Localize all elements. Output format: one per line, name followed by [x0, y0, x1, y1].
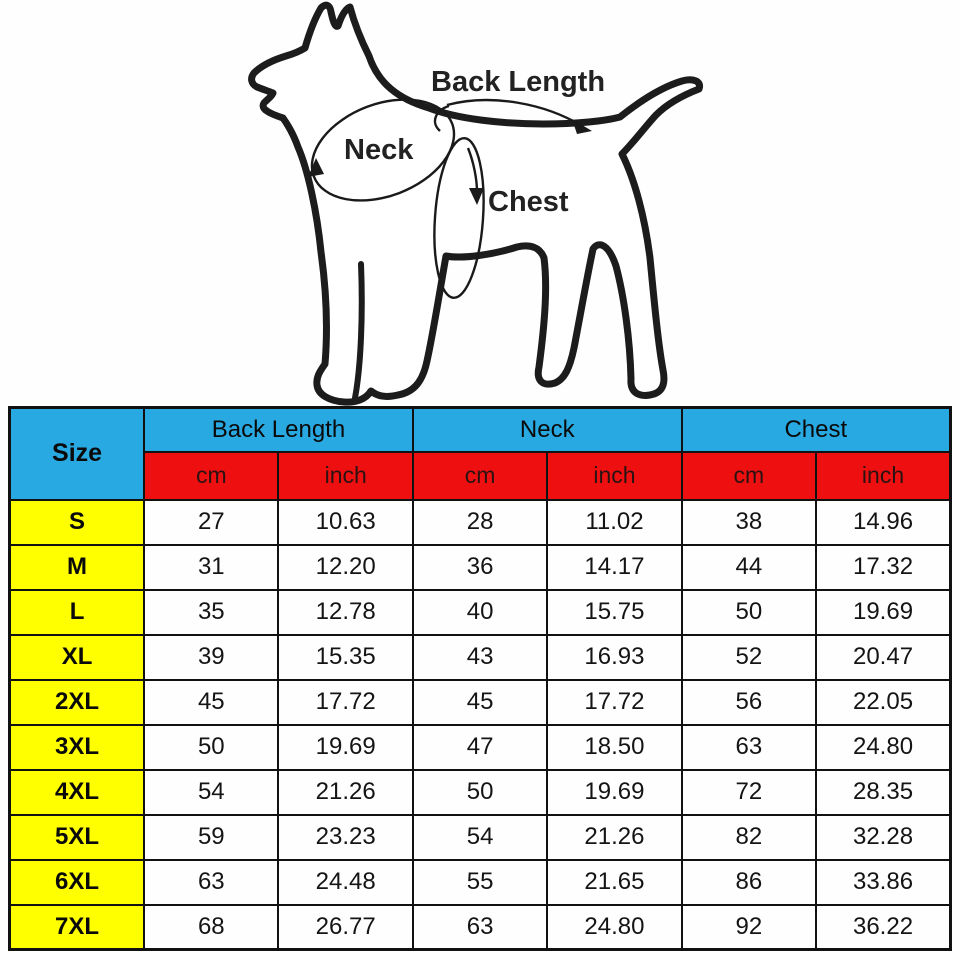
size-cell: 2XL — [10, 680, 145, 725]
table-row-2xl — [10, 680, 951, 725]
value-cell: 47 — [413, 725, 547, 770]
table-row-5xl — [10, 815, 951, 860]
value-cell: 20.47 — [816, 635, 950, 680]
value-cell: 39 — [144, 635, 278, 680]
value-cell: 26.77 — [278, 905, 412, 950]
value-cell: 92 — [682, 905, 816, 950]
value-cell: 43 — [413, 635, 547, 680]
unit-header-inch: inch — [816, 452, 950, 500]
unit-header-inch: inch — [547, 452, 681, 500]
unit-header-cm: cm — [413, 452, 547, 500]
value-cell: 45 — [144, 680, 278, 725]
value-cell: 55 — [413, 860, 547, 905]
value-cell: 45 — [413, 680, 547, 725]
value-cell: 50 — [682, 590, 816, 635]
group-header-row — [10, 408, 951, 452]
value-cell: 59 — [144, 815, 278, 860]
neck-label: Neck — [344, 134, 414, 166]
value-cell: 32.28 — [816, 815, 950, 860]
value-cell: 17.72 — [278, 680, 412, 725]
value-cell: 40 — [413, 590, 547, 635]
size-cell: 3XL — [10, 725, 145, 770]
value-cell: 10.63 — [278, 500, 412, 545]
value-cell: 14.96 — [816, 500, 950, 545]
value-cell: 82 — [682, 815, 816, 860]
value-cell: 12.78 — [278, 590, 412, 635]
group-header-back-length: Back Length — [144, 408, 413, 452]
unit-header-inch: inch — [278, 452, 412, 500]
value-cell: 52 — [682, 635, 816, 680]
value-cell: 54 — [413, 815, 547, 860]
table-row-7xl — [10, 905, 951, 950]
value-cell: 86 — [682, 860, 816, 905]
size-cell: L — [10, 590, 145, 635]
value-cell: 36.22 — [816, 905, 950, 950]
value-cell: 54 — [144, 770, 278, 815]
table-row-3xl — [10, 725, 951, 770]
value-cell: 15.75 — [547, 590, 681, 635]
value-cell: 23.23 — [278, 815, 412, 860]
size-chart-section — [0, 406, 960, 951]
table-row-4xl — [10, 770, 951, 815]
size-cell: 7XL — [10, 905, 145, 950]
value-cell: 12.20 — [278, 545, 412, 590]
table-row-6xl — [10, 860, 951, 905]
value-cell: 72 — [682, 770, 816, 815]
unit-header-row — [10, 452, 951, 500]
value-cell: 27 — [144, 500, 278, 545]
value-cell: 17.32 — [816, 545, 950, 590]
value-cell: 21.26 — [278, 770, 412, 815]
unit-header-cm: cm — [682, 452, 816, 500]
value-cell: 17.72 — [547, 680, 681, 725]
value-cell: 22.05 — [816, 680, 950, 725]
value-cell: 19.69 — [547, 770, 681, 815]
value-cell: 14.17 — [547, 545, 681, 590]
value-cell: 68 — [144, 905, 278, 950]
value-cell: 15.35 — [278, 635, 412, 680]
size-cell: 6XL — [10, 860, 145, 905]
unit-header-cm: cm — [144, 452, 278, 500]
table-row-xl — [10, 635, 951, 680]
size-cell: 5XL — [10, 815, 145, 860]
value-cell: 19.69 — [816, 590, 950, 635]
value-cell: 33.86 — [816, 860, 950, 905]
value-cell: 28.35 — [816, 770, 950, 815]
value-cell: 44 — [682, 545, 816, 590]
table-row-s — [10, 500, 951, 545]
size-cell: M — [10, 545, 145, 590]
group-header-chest: Chest — [682, 408, 951, 452]
dog-measurement-diagram — [0, 0, 960, 406]
value-cell: 36 — [413, 545, 547, 590]
value-cell: 11.02 — [547, 500, 681, 545]
value-cell: 21.26 — [547, 815, 681, 860]
value-cell: 38 — [682, 500, 816, 545]
value-cell: 35 — [144, 590, 278, 635]
value-cell: 18.50 — [547, 725, 681, 770]
table-row-m — [10, 545, 951, 590]
chest-label: Chest — [488, 186, 569, 218]
size-cell: XL — [10, 635, 145, 680]
value-cell: 24.80 — [547, 905, 681, 950]
value-cell: 24.48 — [278, 860, 412, 905]
value-cell: 50 — [144, 725, 278, 770]
back-length-label: Back Length — [431, 66, 606, 98]
value-cell: 16.93 — [547, 635, 681, 680]
size-cell: S — [10, 500, 145, 545]
value-cell: 56 — [682, 680, 816, 725]
value-cell: 63 — [144, 860, 278, 905]
size-chart-table — [8, 406, 952, 951]
value-cell: 63 — [413, 905, 547, 950]
table-row-l — [10, 590, 951, 635]
value-cell: 19.69 — [278, 725, 412, 770]
group-header-neck: Neck — [413, 408, 682, 452]
value-cell: 31 — [144, 545, 278, 590]
value-cell: 21.65 — [547, 860, 681, 905]
value-cell: 63 — [682, 725, 816, 770]
value-cell: 24.80 — [816, 725, 950, 770]
size-column-header: Size — [10, 408, 145, 500]
value-cell: 28 — [413, 500, 547, 545]
value-cell: 50 — [413, 770, 547, 815]
dog-outline-illustration — [0, 0, 960, 406]
dog-body-outline — [252, 5, 700, 402]
size-cell: 4XL — [10, 770, 145, 815]
